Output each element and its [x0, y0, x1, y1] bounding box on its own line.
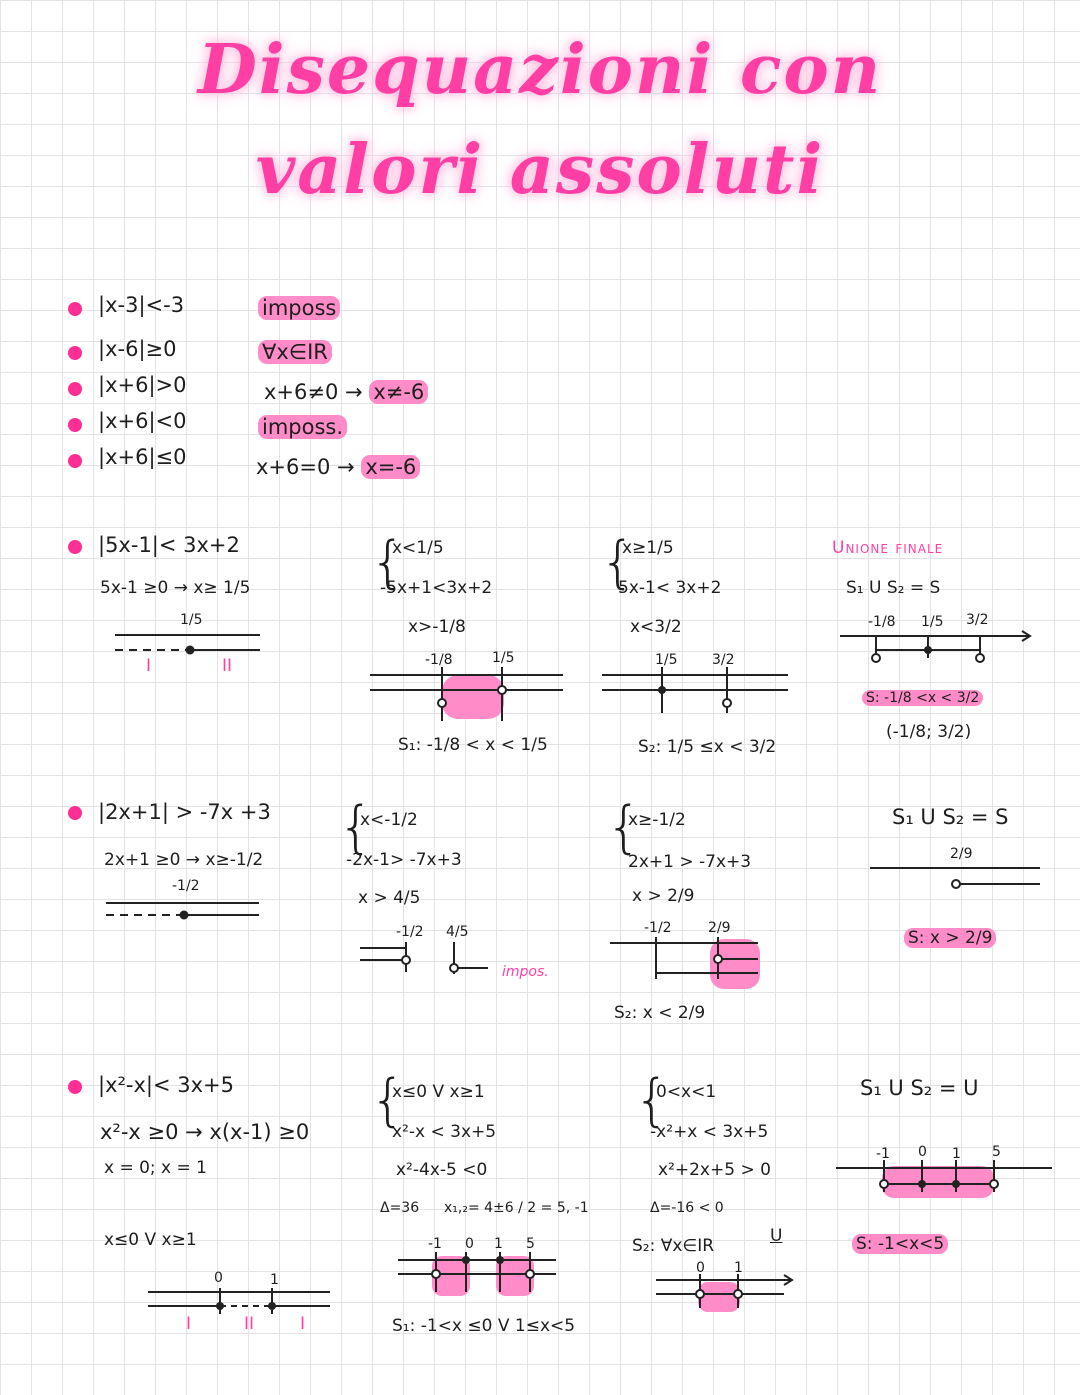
solution-s2: S₂: 1/5 ≤x < 3/2 — [638, 737, 777, 757]
tick-label: 5 — [526, 1236, 535, 1252]
solution-s1: S₁: -1/8 < x < 1/5 — [398, 735, 548, 755]
brace: { — [606, 795, 642, 860]
tick-label: -1/2 — [396, 924, 424, 940]
solution-s1: S₁: -1<x ≤0 V 1≤x<5 — [392, 1316, 576, 1336]
roots-formula: x₁,₂= 4±6 / 2 = 5, -1 — [444, 1200, 589, 1216]
system-result: x > 4/5 — [358, 888, 421, 908]
solution-line — [654, 1272, 804, 1317]
final-heading: Unione finale — [832, 538, 944, 558]
tick-label: 1 — [734, 1260, 743, 1276]
system-result: x²-4x-5 <0 — [396, 1160, 488, 1180]
simple-result: ∀x∈IR — [258, 340, 332, 364]
final-solution: S: -1/8 <x < 3/2 — [862, 690, 983, 706]
system-line: -x²+x < 3x+5 — [650, 1122, 769, 1142]
final-solution: S: x > 2/9 — [904, 928, 996, 948]
tick-label: 1/5 — [492, 650, 515, 666]
bullet — [68, 1080, 82, 1094]
final-solution: S: -1<x<5 — [852, 1234, 948, 1254]
tick-label: 3/2 — [712, 652, 735, 668]
tick-label: 1/5 — [655, 652, 678, 668]
brace: { — [338, 795, 374, 860]
bullet — [68, 806, 82, 820]
delta: Δ=-16 < 0 — [650, 1200, 724, 1216]
region-label: I — [146, 656, 152, 676]
simple-expr: |x+6|<0 — [98, 409, 187, 433]
tick-label: -1/8 — [425, 652, 453, 668]
system-line: 2x+1 > -7x+3 — [628, 852, 752, 872]
title-line-1: Disequazioni con — [197, 30, 883, 110]
bullet — [68, 346, 82, 360]
simple-expr: |x+6|>0 — [98, 373, 187, 397]
tick-label: 1 — [270, 1272, 279, 1288]
tick-label: 1 — [494, 1236, 503, 1252]
union-eq: S₁ U S₂ = S — [892, 805, 1009, 829]
tick-label: 0 — [918, 1144, 927, 1160]
bullet — [68, 454, 82, 468]
union-line — [838, 628, 1038, 668]
bullet — [68, 382, 82, 396]
brace: { — [370, 530, 406, 595]
bullet — [68, 302, 82, 316]
brace: { — [370, 1068, 406, 1133]
simple-expr: |x-6|≥0 — [98, 337, 177, 361]
simple-result-highlight: x=-6 — [361, 455, 420, 479]
union-eq: S₁ U S₂ = S — [846, 578, 941, 598]
sign-line — [104, 895, 264, 925]
union-symbol: U — [770, 1226, 783, 1246]
simple-result: imposs — [258, 296, 340, 320]
title-line-2: valori assoluti — [255, 130, 825, 210]
system-result: x>-1/8 — [408, 617, 466, 637]
system-result: x<3/2 — [630, 617, 682, 637]
tick-label: 0 — [465, 1236, 474, 1252]
tick-label: -1/8 — [868, 614, 896, 630]
tick-label: -1/2 — [172, 878, 200, 894]
simple-expr: |x-3|<-3 — [98, 293, 185, 317]
system-line: x²-x < 3x+5 — [392, 1122, 497, 1142]
tick-label: 3/2 — [966, 612, 989, 628]
brace: { — [600, 530, 636, 595]
solution-line — [368, 665, 568, 725]
solution-s2: S₂: ∀x∈IR — [632, 1236, 715, 1256]
problem-1-expr: |5x-1|< 3x+2 — [98, 533, 240, 557]
simple-result-highlight: x≠-6 — [369, 380, 428, 404]
tick-label: 5 — [992, 1144, 1001, 1160]
system-line: -5x+1<3x+2 — [380, 578, 493, 598]
system-line: x≤0 V x≥1 — [392, 1082, 485, 1102]
bullet — [68, 418, 82, 432]
union-line — [868, 864, 1048, 894]
sign-line — [146, 1288, 336, 1318]
solution-line — [600, 665, 800, 720]
impossible-note: impos. — [502, 964, 549, 980]
tick-label: 2/9 — [708, 920, 731, 936]
union-line — [834, 1158, 1059, 1208]
system-result: x > 2/9 — [632, 886, 695, 906]
system-line: -2x-1> -7x+3 — [346, 850, 462, 870]
simple-expr: |x+6|≤0 — [98, 445, 187, 469]
bullet — [68, 540, 82, 554]
tick-label: 0 — [696, 1260, 705, 1276]
problem-1-condition: 5x-1 ≥0 → x≥ 1/5 — [100, 578, 251, 598]
union-eq: S₁ U S₂ = U — [860, 1076, 979, 1100]
system-line: x<1/5 — [392, 538, 444, 558]
simple-result: x+6≠0 → — [264, 380, 363, 404]
domain: x≤0 V x≥1 — [104, 1230, 197, 1250]
brace: { — [634, 1068, 670, 1133]
simple-result: imposs. — [258, 415, 347, 439]
tick-label: 1/5 — [921, 614, 944, 630]
sign-line — [110, 625, 270, 665]
tick-label: 4/5 — [446, 924, 469, 940]
solution-s2: S₂: x < 2/9 — [614, 1003, 706, 1023]
tick-label: 1/5 — [180, 612, 203, 628]
problem-3-expr: |x²-x|< 3x+5 — [98, 1073, 235, 1097]
region-label: II — [222, 656, 233, 676]
solution-line — [608, 935, 778, 995]
tick-label: 2/9 — [950, 846, 973, 862]
system-line: 0<x<1 — [656, 1082, 717, 1102]
delta: Δ=36 — [380, 1200, 420, 1216]
solution-line — [396, 1250, 566, 1300]
tick-label: -1 — [876, 1146, 890, 1162]
problem-2-expr: |2x+1| > -7x +3 — [98, 800, 271, 824]
tick-label: -1/2 — [644, 920, 672, 936]
system-line: 5x-1< 3x+2 — [618, 578, 722, 598]
system-result: x²+2x+5 > 0 — [658, 1160, 771, 1180]
region-label: I — [186, 1314, 192, 1334]
roots: x = 0; x = 1 — [104, 1158, 207, 1178]
system-line: x<-1/2 — [360, 810, 418, 830]
problem-2-condition: 2x+1 ≥0 → x≥-1/2 — [104, 850, 264, 870]
solution-line — [358, 940, 498, 980]
tick-label: -1 — [428, 1236, 442, 1252]
simple-result: x+6=0 → — [256, 455, 355, 479]
tick-label: 1 — [952, 1146, 961, 1162]
tick-label: 0 — [214, 1270, 223, 1286]
problem-3-condition: x²-x ≥0 → x(x-1) ≥0 — [100, 1120, 310, 1144]
system-line: x≥1/5 — [622, 538, 674, 558]
final-interval: (-1/8; 3/2) — [886, 722, 972, 742]
region-label: II — [244, 1314, 255, 1334]
region-label: I — [300, 1314, 306, 1334]
system-line: x≥-1/2 — [628, 810, 686, 830]
